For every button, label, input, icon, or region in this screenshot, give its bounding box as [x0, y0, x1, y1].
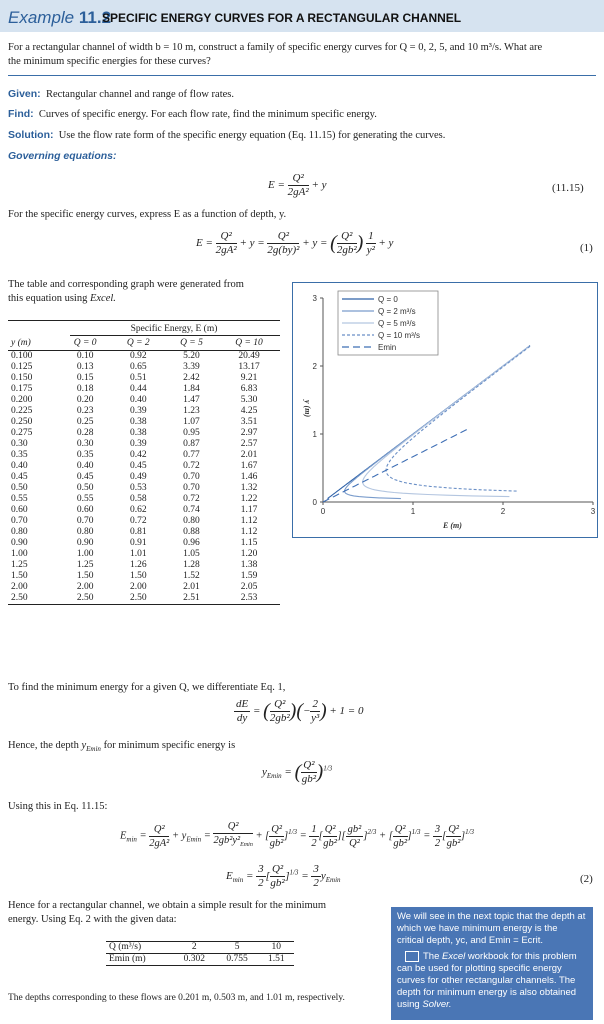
table-cell: 0.30 — [11, 439, 28, 449]
chart-frame — [292, 282, 598, 538]
table-cell: 1.00 — [76, 549, 94, 559]
table-cell: 0.72 — [183, 494, 200, 504]
table-intro: The table and corresponding graph were generated from this equation using Excel. — [8, 279, 244, 304]
y-tick-label: 0 — [312, 498, 317, 507]
table-cell: 2.51 — [183, 593, 200, 603]
table-row — [8, 494, 280, 505]
table-row — [8, 373, 280, 384]
table-row — [8, 362, 280, 373]
using-text: Using this in Eq. 11.15: — [8, 801, 108, 812]
x-tick-label: 0 — [320, 507, 326, 516]
table-row — [8, 527, 280, 538]
table-cell: 9.21 — [240, 373, 258, 383]
sidebar-text-2: The Excel workbook for this problem can be used for plotting specific energy curves for other rectangular channels. The depth for minimum energy is also obtained using Solver. — [397, 951, 577, 1011]
sidebar-note — [391, 907, 593, 1020]
table-row — [8, 472, 280, 483]
table-cell: 2.01 — [183, 582, 200, 592]
table-cell: 2.01 — [240, 450, 258, 460]
table-cell: 1.12 — [240, 527, 258, 537]
table-cell: 0.20 — [76, 395, 94, 405]
table-row — [8, 351, 280, 363]
equation-11-15: E = $\frac{\text{Q²}}{\text{2gA²}}$ + y — [268, 172, 327, 198]
y-tick-label: 2 — [312, 362, 317, 371]
table-row — [8, 384, 280, 395]
table-group-header: Specific Energy, E (m) — [130, 324, 218, 334]
table-cell: 0.70 — [183, 472, 200, 482]
table-row — [8, 538, 280, 549]
table-cell: 0.35 — [11, 450, 28, 460]
table-cell: 0.49 — [129, 472, 147, 482]
table-cell: 0.150 — [11, 373, 33, 383]
table-cell: 0.39 — [129, 406, 147, 416]
table-cell: 0.275 — [11, 428, 33, 438]
emin-equation-short: $E_{min}$ = $\frac{3}{2}$ [ $\frac{\text{Q²}}{\text{gb²}}$ ]$^{1/3}$ = $\frac{3}{2}$ $y_{Emin}$ — [226, 863, 341, 889]
table-cell: 0.74 — [183, 505, 200, 515]
q-label: Q (m³/s) — [109, 942, 142, 952]
table-row — [8, 406, 280, 417]
table-row — [8, 461, 280, 472]
table-cell: 0.72 — [183, 461, 200, 471]
equation-number: (1) — [580, 242, 593, 254]
table-cell: 0.28 — [76, 428, 94, 438]
table-cell: 0.35 — [76, 450, 94, 460]
sidebar-text-1: We will see in the next topic that the depth at which we have minimum energy is the critical depth, yc, and Emin = Ecrit. — [397, 911, 586, 946]
table-header-cell: Q = 2 — [126, 337, 150, 348]
table-cell: 0.90 — [11, 538, 28, 548]
table-cell: 0.38 — [129, 428, 147, 438]
table-row — [8, 450, 280, 461]
table-cell: 0.40 — [129, 395, 147, 405]
legend-label: Q = 2 m³/s — [378, 307, 416, 316]
table-cell: 2.50 — [129, 593, 147, 603]
table-cell: 0.60 — [11, 505, 28, 515]
table-row — [8, 571, 280, 582]
table-row — [8, 582, 280, 593]
table-cell: 1.07 — [183, 417, 200, 427]
legend-label: Q = 10 m³/s — [378, 331, 421, 340]
table-cell: 1.25 — [11, 560, 28, 570]
emin-table: Q (m³/s) 2 5 10 Emin (m) 0.302 0.755 1.51 — [106, 941, 294, 966]
x-tick-label: 1 — [410, 507, 416, 516]
table-cell: 0.92 — [129, 351, 147, 361]
find-line: Find: Curves of specific energy. For each flow rate, find the minimum specific energy. — [8, 108, 377, 120]
emin-equation-long: $E_{min}$ = $\frac{\text{Q²}}{\text{2gA²}}$ + $y_{Emin}$ = $\frac{\text{Q²}}{2gb^2y^2_{Emin}}$ + [ $\frac{\text{Q²}}{\text{gb²}}$ ]$^{1/3}$ = $\frac{1}{2}$ [ $\frac{\text{Q²}}{\text{gb²}}$ ][ $\frac{\text{gb²}}{\text{Q²}}$ ]$^{2/3}$ + [ $\frac{\text{Q²}}{\text{gb²}}$ ]$^{1/3}$ = $\frac{3}{2}$ [ $\frac{\text{Q²}}{\text{gb²}}$ ]$^{1/3}$ — [120, 821, 475, 849]
table-cell: 0.42 — [129, 450, 147, 460]
table-cell: 0.70 — [76, 516, 94, 526]
emin-label: Emin (m) — [109, 954, 146, 964]
table-cell: 1.84 — [183, 384, 200, 394]
x-tick-label: 2 — [500, 507, 506, 516]
table-row — [8, 439, 280, 450]
table-cell: 2.42 — [183, 373, 200, 383]
table-cell: 0.40 — [11, 461, 28, 471]
table-cell: 0.200 — [11, 395, 33, 405]
x-tick-label: 3 — [590, 507, 596, 516]
table-cell: 1.67 — [240, 461, 258, 471]
table-cell: 0.81 — [129, 527, 147, 537]
table-cell: 2.50 — [76, 593, 94, 603]
table-cell: 1.01 — [129, 549, 147, 559]
table-cell: 1.52 — [183, 571, 200, 581]
table-cell: 0.50 — [11, 483, 28, 493]
table-cell: 0.30 — [76, 439, 94, 449]
table-cell: 1.50 — [76, 571, 94, 581]
problem-statement: For a rectangular channel of width b = 10 m, construct a family of specific energy curves for Q = 0, 2, 5, and 10 m³/s. What are the minimum specific energies for these curves? — [8, 42, 543, 67]
table-row — [8, 483, 280, 494]
table-cell: 1.22 — [240, 494, 258, 504]
derivative-equation: $\frac{dE}{dy}$ = ( $\frac{\text{Q²}}{\text{2gb²}}$ )(− $\frac{2}{\text{y³}}$ ) + 1 = 0 — [236, 698, 364, 724]
series-line — [345, 346, 529, 498]
table-cell: 0.60 — [76, 505, 94, 515]
table-cell: 1.23 — [183, 406, 200, 416]
table-cell: 0.250 — [11, 417, 33, 427]
table-cell: 2.05 — [240, 582, 258, 592]
table-cell: 0.15 — [76, 373, 94, 383]
series-line — [386, 346, 530, 491]
table-row — [8, 395, 280, 406]
given-line: Given: Rectangular channel and range of flow rates. — [8, 88, 234, 100]
table-cell: 0.13 — [76, 362, 94, 372]
table-body — [8, 336, 280, 604]
table-row — [8, 593, 280, 604]
table-cell: 1.25 — [76, 560, 94, 570]
table-cell: 1.05 — [183, 549, 200, 559]
table-cell: 0.40 — [76, 461, 94, 471]
table-cell: 13.17 — [238, 362, 260, 372]
table-cell: 0.38 — [129, 417, 147, 427]
table-header-cell: Q = 0 — [73, 337, 97, 348]
example-label: Example 11.2 — [8, 8, 112, 27]
table-cell: 0.100 — [11, 351, 33, 361]
table-cell: 2.50 — [11, 593, 28, 603]
hence-depth: Hence, the depth $y_{Emin}$ for minimum specific energy is — [8, 740, 236, 754]
energy-table — [8, 320, 280, 605]
table-cell: 1.12 — [240, 516, 258, 526]
table-cell: 2.57 — [240, 439, 258, 449]
table-cell: 6.83 — [240, 384, 258, 394]
table-cell: 0.95 — [183, 428, 200, 438]
table-cell: 5.20 — [183, 351, 200, 361]
table-cell: 0.80 — [183, 516, 200, 526]
table-cell: 0.62 — [129, 505, 147, 515]
table-cell: 1.32 — [240, 483, 258, 493]
y-tick-label: 3 — [312, 294, 317, 303]
table-cell: 5.30 — [240, 395, 258, 405]
table-cell: 1.46 — [240, 472, 258, 482]
x-axis-label: E (m) — [443, 521, 462, 530]
table-cell: 1.20 — [240, 549, 258, 559]
table-cell: 0.23 — [76, 406, 94, 416]
y-tick-label: 1 — [312, 430, 317, 439]
table-cell: 0.91 — [129, 538, 147, 548]
table-cell: 0.45 — [76, 472, 94, 482]
table-row — [8, 428, 280, 439]
equation-number: (2) — [580, 873, 593, 885]
series-line — [323, 429, 469, 502]
table-cell: 1.50 — [11, 571, 28, 581]
table-cell: 0.80 — [76, 527, 94, 537]
table-cell: 0.125 — [11, 362, 33, 372]
table-cell: 0.88 — [183, 527, 200, 537]
governing-label: Governing equations: — [8, 150, 117, 162]
table-cell: 1.28 — [183, 560, 200, 570]
table-cell: 0.18 — [76, 384, 94, 394]
table-cell: 2.97 — [240, 428, 258, 438]
table-cell: 0.55 — [11, 494, 28, 504]
legend-label: Q = 0 — [378, 295, 398, 304]
table-cell: 2.00 — [11, 582, 28, 592]
table-cell: 0.175 — [11, 384, 33, 394]
equation-number: (11.15) — [552, 182, 584, 194]
table-cell: 1.59 — [240, 571, 258, 581]
expression-text: For the specific energy curves, express E as a function of depth, y. — [8, 209, 287, 220]
table-cell: 0.96 — [183, 538, 200, 548]
table-row — [8, 417, 280, 428]
table-cell: 0.50 — [76, 483, 94, 493]
table-cell: 1.26 — [129, 560, 147, 570]
table-cell: 0.70 — [11, 516, 28, 526]
table-cell: 1.50 — [129, 571, 147, 581]
table-row — [8, 505, 280, 516]
legend-label: Emin — [378, 343, 397, 352]
legend-label: Q = 5 m³/s — [378, 319, 416, 328]
table-cell: 1.47 — [183, 395, 200, 405]
table-cell: 2.00 — [76, 582, 94, 592]
table-cell: 0.53 — [129, 483, 147, 493]
table-cell: 0.80 — [11, 527, 28, 537]
table-row — [8, 549, 280, 560]
table-cell: 1.15 — [240, 538, 258, 548]
table-cell: 1.38 — [240, 560, 258, 570]
table-cell: 20.49 — [238, 351, 260, 361]
table-cell: 3.39 — [183, 362, 200, 372]
table-cell: 0.87 — [183, 439, 200, 449]
table-row — [8, 560, 280, 571]
table-cell: 0.77 — [183, 450, 200, 460]
table-cell: 0.45 — [11, 472, 28, 482]
table-cell: 0.51 — [129, 373, 147, 383]
solution-line: Solution: Use the flow rate form of the specific energy equation (Eq. 11.15) for generating the curves. — [8, 129, 446, 141]
y-axis-label: y (m) — [303, 400, 312, 418]
table-cell: 1.17 — [240, 505, 258, 515]
table-cell: 0.90 — [76, 538, 94, 548]
excel-icon — [405, 951, 419, 962]
table-header-cell: y (m) — [11, 337, 31, 348]
specific-energy-chart — [293, 283, 597, 537]
table-cell: 3.51 — [240, 417, 258, 427]
table-cell: 0.70 — [183, 483, 200, 493]
ymin-equation: $y_{Emin}$ = ( $\frac{\text{Q²}}{\text{gb²}}$ )$^{1/3}$ — [262, 759, 333, 785]
table-cell: 0.225 — [11, 406, 33, 416]
example-title: SPECIFIC ENERGY CURVES FOR A RECTANGULAR CHANNEL — [102, 11, 462, 25]
table-cell: 0.45 — [129, 461, 147, 471]
equation-1: E = $\frac{\text{Q²}}{\text{2gA²}}$ + y = $\frac{\text{Q²}}{\text{2g(by)²}}$ + y = ( $\frac{\text{Q²}}{\text{2gb²}}$ ) $\frac{1}{\text{y²}}$ + y — [196, 230, 394, 256]
table-cell: 0.25 — [76, 417, 94, 427]
table-cell: 1.00 — [11, 549, 28, 559]
table-cell: 4.25 — [240, 406, 258, 416]
min-intro: To find the minimum energy for a given Q, we differentiate Eq. 1, — [8, 682, 286, 693]
table-cell: 0.39 — [129, 439, 147, 449]
table-cell: 0.10 — [76, 351, 94, 361]
table-cell: 0.44 — [129, 384, 147, 394]
depths-text: The depths corresponding to these flows are 0.201 m, 0.503 m, and 1.01 m, respectively. — [8, 993, 345, 1003]
table-cell: 0.65 — [129, 362, 147, 372]
table-cell: 0.72 — [129, 516, 147, 526]
table-cell: 0.58 — [129, 494, 147, 504]
table-header-cell: Q = 10 — [235, 337, 263, 348]
table-header-cell: Q = 5 — [180, 337, 203, 348]
table-cell: 2.00 — [129, 582, 147, 592]
divider — [8, 75, 596, 76]
hence-result: Hence for a rectangular channel, we obtain a simple result for the minimum energy. Using Eq. 2 with the given data: — [8, 900, 327, 925]
table-cell: 0.55 — [76, 494, 94, 504]
table-row — [8, 516, 280, 527]
table-cell: 2.53 — [240, 593, 258, 603]
